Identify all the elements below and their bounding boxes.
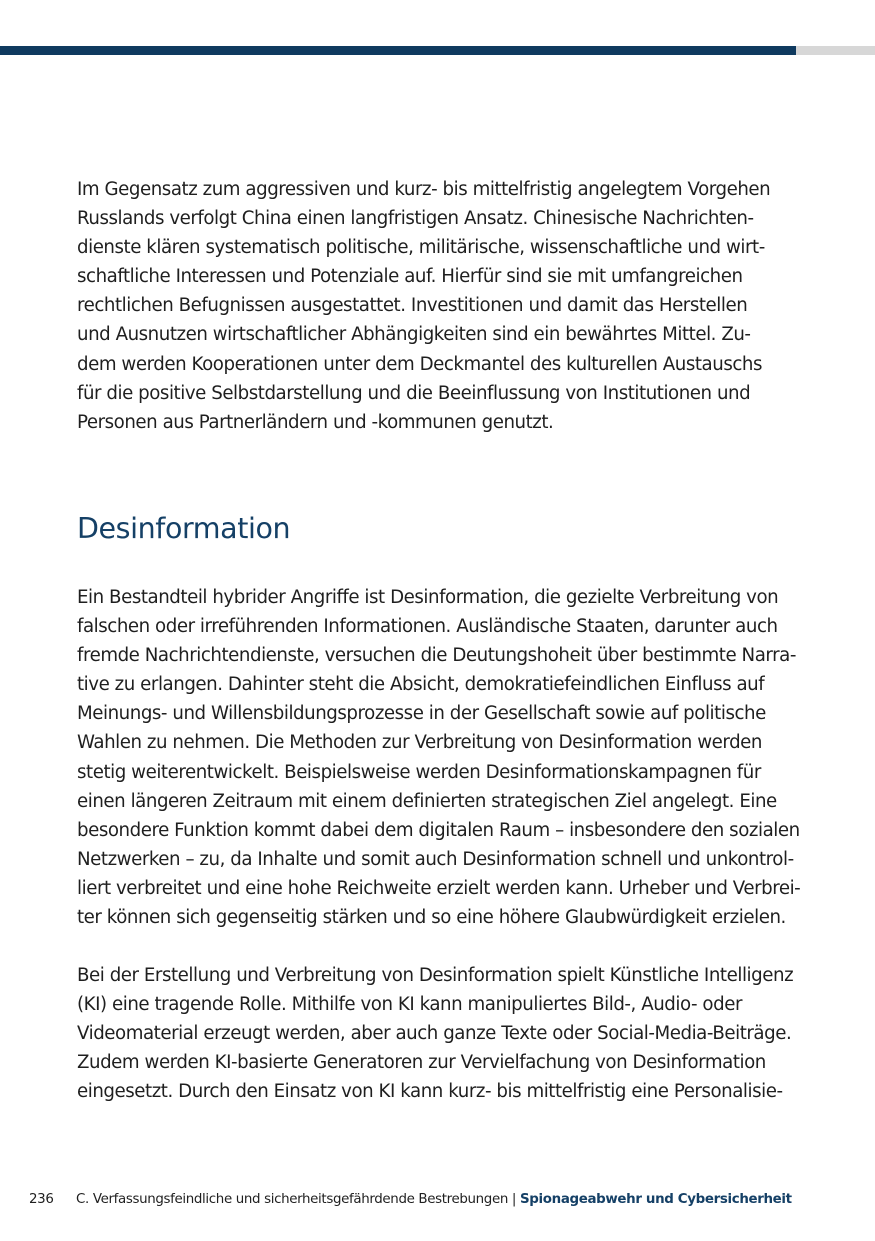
text-line: ter können sich gegenseitig stärken und so eine höhere Glaubwürdigkeit erzielen.	[77, 907, 786, 929]
text-line: (KI) eine tragende Rolle. Mithilfe von KI kann manipuliertes Bild-, Audio- oder	[77, 994, 742, 1016]
text-line: Im Gegensatz zum aggressiven und kurz- bis mittelfristig angelegtem Vorgehen	[77, 179, 771, 200]
intro-paragraph	[77, 175, 802, 437]
text-line: dem werden Kooperationen unter dem Deckmantel des kulturellen Austauschs	[77, 353, 763, 375]
text-line: Personen aus Partnerländern und -kommunen genutzt.	[77, 411, 554, 433]
text-line: tive zu erlangen. Dahinter steht die Absicht, demokratiefeindlichen Einfluss auf	[77, 674, 765, 696]
section-title: Spionageabwehr und Cybersicherheit	[520, 1192, 792, 1207]
text-line: Wahlen zu nehmen. Die Methoden zur Verbreitung von Desinformation werden	[77, 732, 762, 754]
text-line: Videomaterial erzeugt werden, aber auch ganze Texte oder Social-Media-Beiträge.	[77, 1023, 792, 1045]
footer-separator: |	[511, 1192, 517, 1207]
chapter-title: C. Verfassungsfeindliche und sicherheitsgefährdende Bestrebungen	[76, 1192, 508, 1207]
text-line: für die positive Selbstdarstellung und die Beeinflussung von Institutionen und	[77, 382, 751, 404]
text-line: einen längeren Zeitraum mit einem definierten strategischen Ziel angelegt. Eine	[77, 790, 777, 812]
page-footer	[0, 1190, 875, 1212]
text-line: besondere Funktion kommt dabei dem digitalen Raum – insbesondere den sozialen	[77, 819, 800, 841]
text-line: und Ausnutzen wirtschaftlicher Abhängigkeiten sind ein bewährtes Mittel. Zu-	[77, 324, 751, 346]
text-line: Bei der Erstellung und Verbreitung von Desinformation spielt Künstliche Intelligenz	[77, 965, 794, 986]
text-line: fremde Nachrichtendienste, versuchen die Deutungshoheit über bestimmte Narra-	[77, 645, 796, 667]
text-line: liert verbreitet und eine hohe Reichweite erzielt werden kann. Urheber und Verbrei-	[77, 877, 801, 899]
text-line: Zudem werden KI-basierte Generatoren zur Vervielfachung von Desinformation	[77, 1052, 766, 1074]
running-footer	[76, 1190, 792, 1210]
text-line: Ein Bestandteil hybrider Angriffe ist Desinformation, die gezielte Verbreitung von	[77, 587, 779, 608]
header-accent-bar-end	[796, 46, 875, 55]
text-line: eingesetzt. Durch den Einsatz von KI kann kurz- bis mittelfristig eine Personalisie-	[77, 1081, 783, 1103]
desinformation-paragraph-2	[77, 961, 802, 1106]
section-heading: Desinformation	[77, 512, 291, 545]
text-line: dienste klären systematisch politische, militärische, wissenschaftliche und wirt-	[77, 237, 765, 259]
header-accent-bar	[0, 46, 796, 55]
text-line: Netzwerken – zu, da Inhalte und somit auch Desinformation schnell und unkontrol-	[77, 848, 794, 870]
text-line: stetig weiterentwickelt. Beispielsweise werden Desinformationskampagnen für	[77, 761, 761, 783]
text-line: rechtlichen Befugnissen ausgestattet. Investitionen und damit das Herstellen	[77, 295, 748, 317]
text-line: Meinungs- und Willensbildungsprozesse in der Gesellschaft sowie auf politische	[77, 703, 766, 725]
text-line: falschen oder irreführenden Informationen. Ausländische Staaten, darunter auch	[77, 616, 778, 638]
desinformation-paragraph-1	[77, 583, 802, 932]
page-number: 236	[29, 1192, 54, 1207]
text-line: Russlands verfolgt China einen langfristigen Ansatz. Chinesische Nachrichten-	[77, 208, 754, 230]
text-line: schaftliche Interessen und Potenziale auf. Hierfür sind sie mit umfangreichen	[77, 266, 743, 288]
